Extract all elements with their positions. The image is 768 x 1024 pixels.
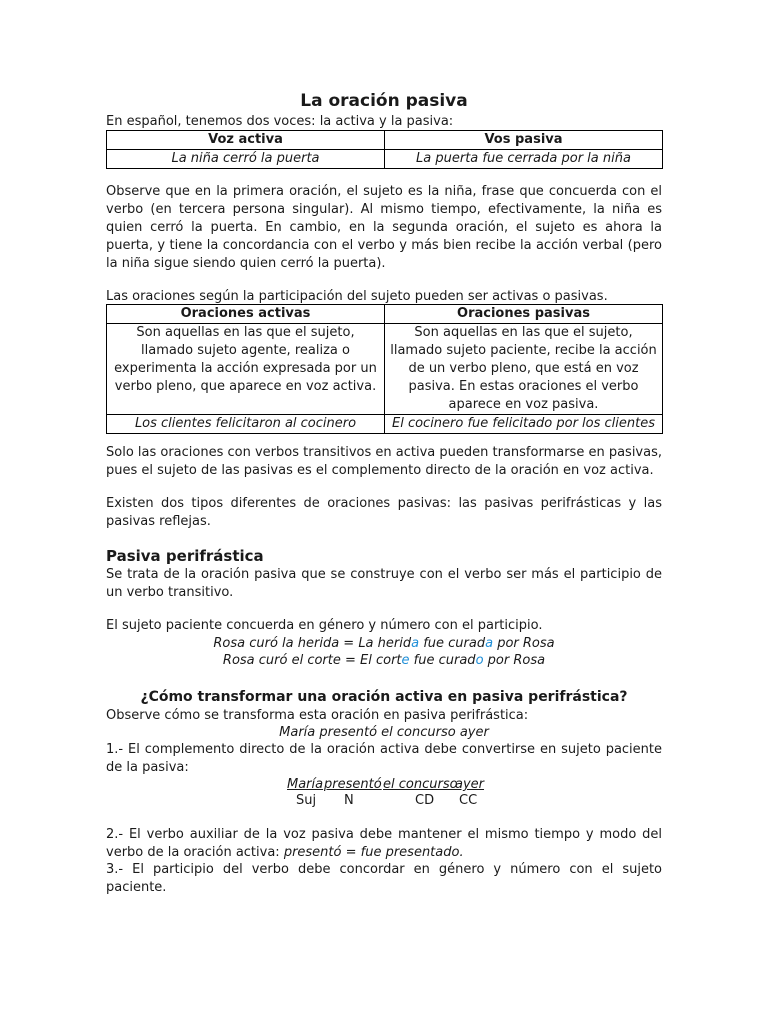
- analysis-word-verb: presentó: [324, 777, 382, 792]
- example-corte: Rosa curó el corte = El corte fue curado por Rosa: [222, 653, 546, 668]
- step-1: 1.- El complemento directo de la oración activa debe convertirse en sujeto paciente de la pasiva:: [106, 742, 662, 775]
- intro-text: En español, tenemos dos voces: la activa y la pasiva:: [106, 114, 454, 129]
- sentence-types-table: [106, 304, 663, 434]
- analysis-tag-verb: N: [344, 793, 354, 808]
- heading-pasiva-perifrastica: Pasiva perifrástica: [106, 547, 264, 565]
- types-table-active-definition: Son aquellas en las que el sujeto, llamado sujeto agente, realiza o experimenta la acción expresada por un verbo pleno, que aparece en voz activa.: [107, 324, 385, 415]
- paragraph-observe: Observe que en la primera oración, el sujeto es la niña, frase que concuerda con el verbo (en tercera persona singular). Al mismo tiempo, efectivamente, la niña es quien cerró la puerta. En cambio, en la segunda oración, el sujeto es ahora la puerta, y tiene la concordancia con el verbo y más bien recibe la acción verbal (pero la niña sigue siendo quien cerró la puerta).: [106, 184, 662, 271]
- paragraph-perifrastica-definition: Se trata de la oración pasiva que se construye con el verbo ser más el participio de un verbo transitivo.: [106, 567, 662, 600]
- voice-table-passive-example: La puerta fue cerrada por la niña: [385, 150, 663, 169]
- highlight-ending: a: [485, 636, 494, 651]
- types-table-header-passive: Oraciones pasivas: [385, 305, 663, 324]
- types-table-active-example: Los clientes felicitaron al cocinero: [107, 415, 385, 434]
- voice-table-header-active: Voz activa: [107, 131, 385, 150]
- highlight-ending: a: [411, 636, 420, 651]
- paragraph-agreement: El sujeto paciente concuerda en género y número con el participio.: [106, 618, 543, 633]
- voice-table-active-example: La niña cerró la puerta: [107, 150, 385, 169]
- analysis-tag-object: CD: [415, 793, 435, 808]
- step-2: 2.- El verbo auxiliar de la voz pasiva debe mantener el mismo tiempo y modo del verbo de la oración activa: presentó = fue presentado.: [106, 827, 662, 860]
- voice-table: [106, 130, 663, 169]
- types-table-header-active: Oraciones activas: [107, 305, 385, 324]
- types-table-passive-example: El cocinero fue felicitado por los clientes: [385, 415, 663, 434]
- step-2-example: presentó = fue presentado.: [283, 845, 464, 860]
- highlight-ending: e: [401, 653, 410, 668]
- types-table-passive-definition: Son aquellas en las que el sujeto, llamado sujeto paciente, recibe la acción de un verbo pleno, que está en voz pasiva. En estas oraciones el verbo aparece en voz pasiva.: [385, 324, 663, 415]
- page-title: La oración pasiva: [300, 91, 468, 111]
- highlight-ending: o: [475, 653, 484, 668]
- analysis-word-subject: María: [287, 777, 324, 792]
- paragraph-transitive: Solo las oraciones con verbos transitivos en activa pueden transformarse en pasivas, pues el sujeto de las pasivas es el complemento directo de la oración en voz activa.: [106, 445, 662, 478]
- analysis-tag-complement: CC: [459, 793, 478, 808]
- paragraph-classification: Las oraciones según la participación del sujeto pueden ser activas o pasivas.: [106, 289, 608, 304]
- example-maria: María presentó el concurso ayer: [279, 725, 489, 740]
- analysis-word-complement: ayer: [455, 777, 485, 792]
- example-herida: Rosa curó la herida = La herida fue curada por Rosa: [213, 636, 555, 651]
- step-3: 3.- El participio del verbo debe concordar en género y número con el sujeto paciente.: [106, 862, 662, 895]
- heading-how-to-transform: ¿Cómo transformar una oración activa en pasiva perifrástica?: [140, 689, 628, 705]
- paragraph-observe-transform: Observe cómo se transforma esta oración en pasiva perifrástica:: [106, 708, 529, 723]
- analysis-word-object: el concurso: [383, 777, 458, 792]
- voice-table-header-passive: Vos pasiva: [385, 131, 663, 150]
- paragraph-types: Existen dos tipos diferentes de oraciones pasivas: las pasivas perifrásticas y las pasivas reflejas.: [106, 496, 662, 529]
- analysis-tag-subject: Suj: [296, 793, 317, 808]
